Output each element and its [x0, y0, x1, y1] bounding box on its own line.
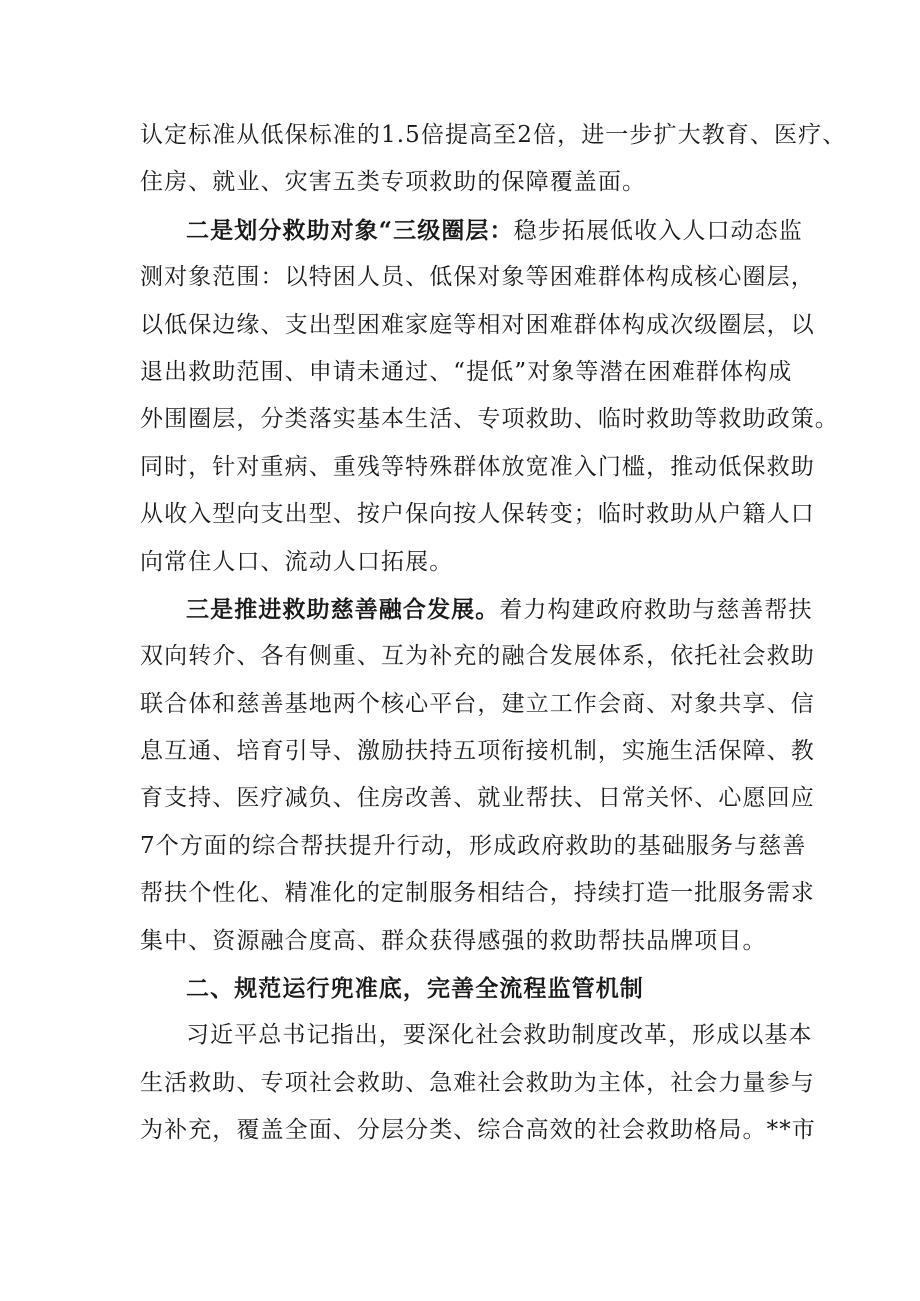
line-text: 稳步拓展低收入人口动态监	[513, 217, 803, 244]
line-text: 认定标准从低保标准的1.5倍提高至2倍，进一步扩大教育、医疗、	[140, 122, 847, 148]
text-line	[140, 396, 839, 443]
line-text: 7个方面的综合帮扶提升行动，形成政府救助的基础服务与慈善	[140, 832, 807, 859]
text-line	[140, 1107, 816, 1154]
paragraph	[140, 965, 786, 1012]
text-line	[140, 918, 786, 965]
line-text: 习近平总书记指出，要深化社会救助制度改革，形成以基本	[186, 1022, 813, 1049]
text-line	[140, 207, 803, 254]
text-line	[140, 491, 815, 538]
paragraph	[140, 112, 847, 207]
text-line	[140, 681, 815, 728]
text-line	[140, 254, 815, 301]
line-text: 同时，针对重病、重残等特殊群体放宽准入门槛，推动低保救助	[140, 453, 815, 480]
line-text: 外围圈层，分类落实基本生活、专项救助、临时救助等救助政策。	[140, 406, 839, 433]
line-text: 为补充，覆盖全面、分层分类、综合高效的社会救助格局。**市	[140, 1117, 816, 1144]
text-line	[140, 728, 815, 775]
line-text: 息互通、培育引导、激励扶持五项衔接机制，实施生活保障、教	[140, 738, 815, 765]
line-text: 从收入型向支出型、按户保向按人保转变；临时救助从户籍人口	[140, 501, 815, 528]
text-line	[140, 444, 815, 491]
text-line	[140, 1012, 813, 1059]
text-line	[140, 302, 815, 349]
line-text: 帮扶个性化、精准化的定制服务相结合，持续打造一批服务需求	[140, 880, 815, 907]
line-text: 向常住人口、流动人口拓展。	[140, 548, 454, 575]
text-line	[140, 870, 815, 917]
text-line	[140, 1060, 815, 1107]
text-line	[140, 775, 815, 822]
text-line	[140, 159, 786, 206]
line-text: 以低保边缘、支出型困难家庭等相对困难群体构成次级圈层，以	[140, 311, 815, 338]
text-line	[140, 823, 807, 870]
bold-lead: 三是推进救助慈善融合发展。	[186, 595, 500, 623]
line-text: 联合体和慈善基地两个核心平台，建立工作会商、对象共享、信	[140, 690, 815, 717]
text-line	[140, 539, 786, 586]
line-text: 着力构建政府救助与慈善帮扶	[499, 596, 813, 623]
bold-lead: 二是划分救助对象“三级圈层：	[186, 216, 514, 244]
line-text: 测对象范围：以特困人员、低保对象等困难群体构成核心圈层，	[140, 264, 815, 291]
paragraph	[140, 207, 839, 586]
line-text: 育支持、医疗减负、住房改善、就业帮扶、日常关怀、心愿回应	[140, 785, 815, 812]
line-text: 住房、就业、灾害五类专项救助的保障覆盖面。	[140, 169, 647, 196]
text-line	[140, 633, 815, 680]
line-text: 退出救助范围、申请未通过、“提低”对象等潜在困难群体构成	[140, 358, 793, 385]
paragraph	[140, 586, 815, 965]
text-line	[140, 112, 847, 159]
document-page	[140, 112, 847, 1155]
text-line	[140, 586, 813, 633]
bold-lead: 二、规范运行兜准底，完善全流程监管机制	[186, 975, 644, 1003]
line-text: 集中、资源融合度高、群众获得感强的救助帮扶品牌项目。	[140, 927, 767, 954]
text-line	[140, 965, 786, 1012]
paragraph	[140, 1012, 816, 1154]
line-text: 生活救助、专项社会救助、急难社会救助为主体，社会力量参与	[140, 1069, 815, 1096]
text-line	[140, 349, 793, 396]
line-text: 双向转介、各有侧重、互为补充的融合发展体系，依托社会救助	[140, 643, 815, 670]
